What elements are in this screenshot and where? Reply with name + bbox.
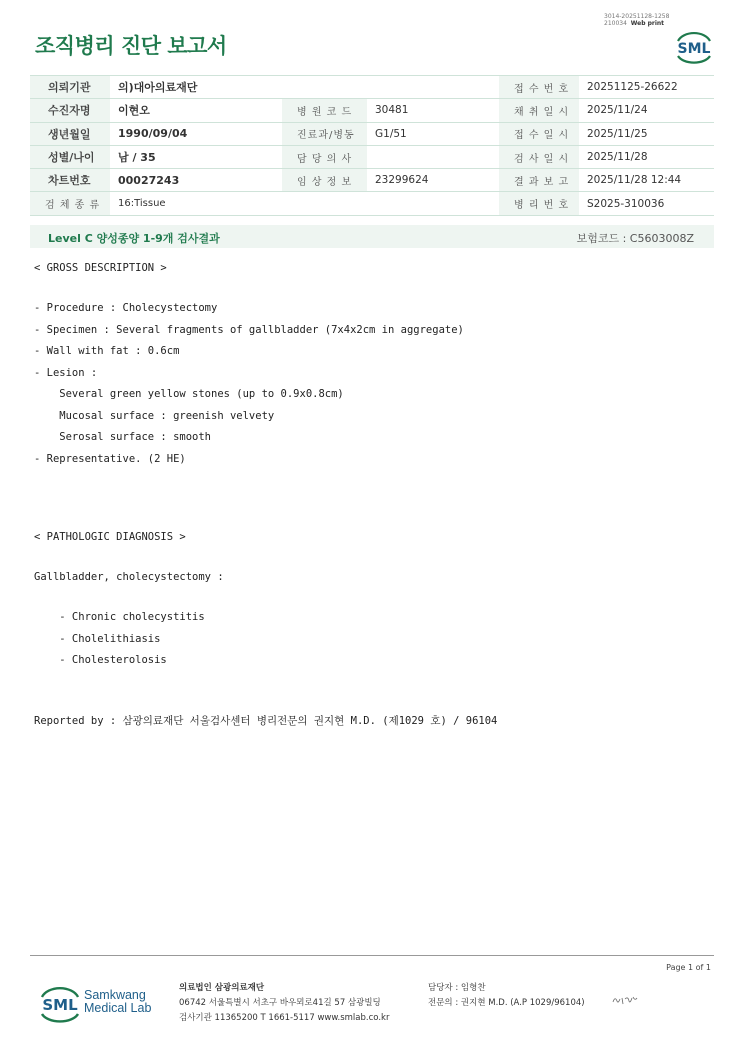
sml-logo-icon — [674, 27, 714, 65]
info-value: 30481 — [367, 99, 499, 122]
footer-divider — [30, 955, 714, 956]
gross-line: Serosal surface : smooth — [34, 431, 212, 443]
info-label: 접 수 번 호 — [499, 76, 579, 99]
sml-logo-text: SML — [677, 41, 711, 57]
specialist: 전문의 : 권지현 M.D. (A.P 1029/96104) — [428, 998, 585, 1008]
info-label: 차트번호 — [30, 169, 110, 192]
footer-org: 의료법인 삼광의료재단 — [179, 983, 265, 993]
print-label: Web print — [630, 20, 665, 27]
footer-contact: 검사기관 11365200 T 1661-5117 www.smlab.co.kr — [179, 1013, 390, 1023]
info-label: 결 과 보 고 — [499, 169, 579, 192]
table-row — [30, 192, 714, 215]
info-label: 임 상 정 보 — [282, 169, 367, 192]
info-label: 진료과/병동 — [282, 122, 367, 145]
info-value: 00027243 — [110, 169, 282, 192]
footer-address-line: 06742 서울특별시 서초구 바우뫼로41길 57 삼광빌딩 — [179, 998, 381, 1008]
info-label: 접 수 일 시 — [499, 122, 579, 145]
info-label: 담 당 의 사 — [282, 145, 367, 168]
gross-heading: < GROSS DESCRIPTION > — [34, 262, 167, 274]
sml-footer-logo-text: SML — [42, 996, 78, 1014]
info-value: 의)대아의료재단 — [110, 76, 499, 99]
gross-line: - Specimen : Several fragments of gallbladder (7x4x2cm in aggregate) — [34, 324, 464, 336]
table-row — [30, 169, 714, 192]
info-value: 2025/11/28 — [579, 145, 714, 168]
reported-by: Reported by : 삼광의료재단 서울검사센터 병리전문의 권지현 M.D. (제1029 호) / 96104 — [34, 715, 498, 727]
info-label: 생년월일 — [30, 122, 110, 145]
sml-footer-logo-icon — [38, 982, 82, 1026]
diagnosis-site: Gallbladder, cholecystectomy : — [34, 571, 224, 583]
table-row — [30, 145, 714, 168]
table-row — [30, 99, 714, 122]
footer-staff — [428, 981, 585, 1011]
diagnosis-item: - Cholelithiasis — [34, 633, 161, 645]
gross-line: - Wall with fat : 0.6cm — [34, 345, 180, 357]
diagnosis-heading: < PATHOLOGIC DIAGNOSIS > — [34, 531, 186, 543]
info-value: S2025-310036 — [579, 192, 714, 215]
info-label: 의뢰기관 — [30, 76, 110, 99]
lab-name-line-2: Medical Lab — [84, 1001, 152, 1015]
table-row — [30, 122, 714, 145]
diagnosis-item: - Chronic cholecystitis — [34, 611, 205, 623]
diagnosis-item: - Cholesterolosis — [34, 654, 167, 666]
gross-line: - Lesion : — [34, 367, 98, 379]
print-code-2: 210034 — [604, 20, 627, 27]
footer-address — [179, 981, 389, 1026]
page-number: Page 1 of 1 — [666, 963, 711, 972]
info-value: 2025/11/28 12:44 — [579, 169, 714, 192]
signature-icon — [611, 993, 639, 1007]
gross-line: - Representative. (2 HE) — [34, 453, 186, 465]
test-name: Level C 양성종양 1-9개 검사결과 — [48, 232, 220, 245]
info-value: 이현오 — [110, 99, 282, 122]
info-label: 채 취 일 시 — [499, 99, 579, 122]
insurance-code: 보험코드 : C5603008Z — [576, 232, 694, 245]
info-value: 20251125-26622 — [579, 76, 714, 99]
gross-line: Several green yellow stones (up to 0.9x0.8cm) — [34, 388, 344, 400]
info-value: 2025/11/24 — [579, 99, 714, 122]
report-title: 조직병리 진단 보고서 — [35, 34, 227, 58]
print-code: 3014-20251128-1258 — [604, 13, 670, 20]
result-header-bar — [30, 225, 714, 248]
gross-line: - Procedure : Cholecystectomy — [34, 302, 218, 314]
info-label: 병 리 번 호 — [499, 192, 579, 215]
table-row — [30, 76, 714, 99]
patient-info-table — [30, 75, 714, 216]
info-value: 1990/09/04 — [110, 122, 282, 145]
info-value: 16:Tissue — [110, 192, 499, 215]
lab-name — [84, 989, 151, 1015]
info-label: 병 원 코 드 — [282, 99, 367, 122]
info-label: 검 체 종 류 — [30, 192, 110, 215]
info-value: G1/51 — [367, 122, 499, 145]
info-label: 수진자명 — [30, 99, 110, 122]
info-value — [367, 145, 499, 168]
print-meta — [604, 13, 669, 27]
info-value: 23299624 — [367, 169, 499, 192]
staff-in-charge: 담당자 : 임형찬 — [428, 983, 486, 993]
gross-line: Mucosal surface : greenish velvety — [34, 410, 275, 422]
info-label: 성별/나이 — [30, 145, 110, 168]
info-value: 2025/11/25 — [579, 122, 714, 145]
info-value: 남 / 35 — [110, 145, 282, 168]
info-label: 검 사 일 시 — [499, 145, 579, 168]
lab-name-line-1: Samkwang — [84, 988, 146, 1002]
